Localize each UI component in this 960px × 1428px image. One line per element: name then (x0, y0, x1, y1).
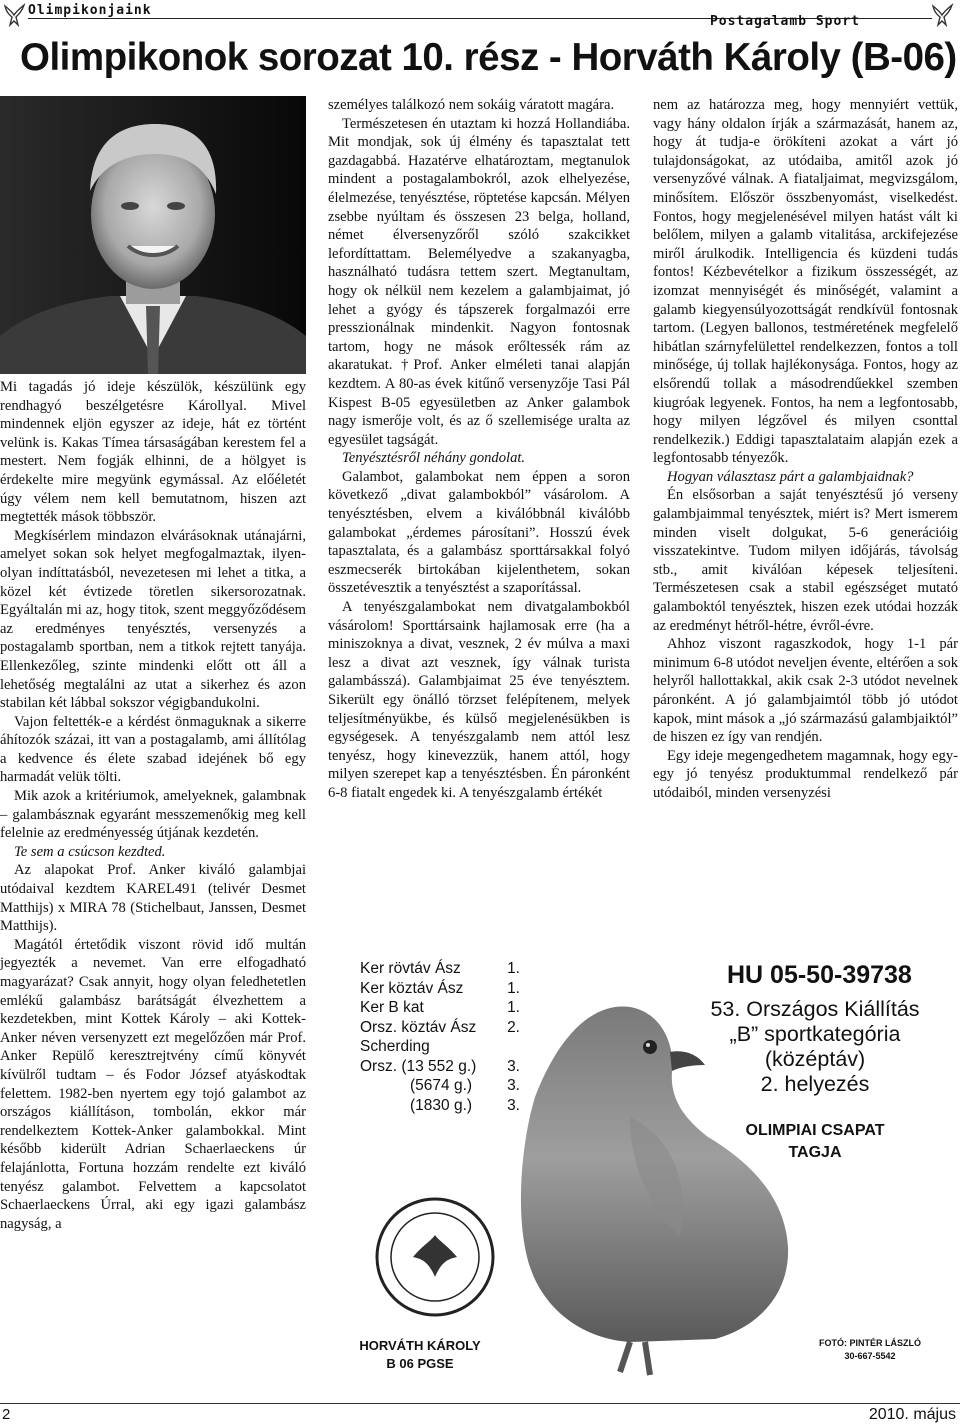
issue-date: 2010. május (868, 1406, 956, 1423)
result-row (360, 959, 520, 979)
ring-number: HU 05-50-39738 (727, 961, 912, 989)
team-line: TAGJA (788, 1144, 842, 1161)
result-label: Ker B kat (360, 999, 424, 1016)
magazine-label: Postagalamb Sport (709, 14, 860, 29)
paragraph: A tenyészgalambokat nem divatgalambokból vásárolom! Sporttársaink hajlamosak erre (ha a miniszoknya a divat, vesznek, 2 év múlva a maxi lesz a divat azt vesznek, így válnak turista galambásszá). Galambjaimat 25 éve tenyésztem. Sikerült egy önálló törzset felépítenem, melyek teljesítményükbe, és külső megjelenésükben is egységesek. A tenyészgalamb nem attól lesz tenyész, hogy kinevezzük, hanem attól, hogy milyen szerepet kap a tenyésztésben. Én páronként 6-8 fiatalt engedek ki. A tenyészgalamb értékét (328, 599, 630, 801)
result-label: Orsz. köztáv Ász (360, 1018, 477, 1036)
paragraph: Mik azok a kritériumok, amelyeknek, galambnak – galambásznak egyaránt messzemenőkig meg kell felelnie az eredményesség útjának kezdetén. (0, 788, 306, 842)
paragraph: Ahhoz viszont ragaszkodok, hogy 1-1 pár minimum 6-8 utódot neveljen évente, eltérően a sok helyről hallottakkal, akik csak 2-3 utódot nevelnek páronként. A jó galambjaimtól több jó utódot kapok, mint mások a „jó származású galambjaiktól” de hiszen ez így van rendjén. (653, 636, 958, 746)
article-column-2 (328, 96, 630, 803)
subheading: Tenyésztésről néhány gondolat. (342, 450, 526, 467)
paragraph: Galambot, galambokat nem éppen a soron következő „divat galambokból” vásárolom. A tenyésztésben, elvem a kiválóbbnál kiválóbb galambokat „érdemes párosítani”. Hosszú évek tapasztalata, és a galambász sporttársakkal folyó eszmecserék birtokában kijelenthetem, sokan összetévesztik a tenyésztést a szaporítással. (328, 468, 630, 597)
team-label (675, 1120, 955, 1164)
federation-badge-icon (377, 1199, 493, 1315)
paragraph: személyes találkozó nem sokáig váratott magára. (328, 97, 615, 113)
info-line: (középtáv) (764, 1047, 866, 1071)
paragraph: Vajon feltették-e a kérdést önmaguknak a sikerre áhítozók százai, itt van a postagalamb, ami állítólag a kedvence és élete szabad idejének bő egy harmadát velük tölti. (0, 713, 306, 786)
result-label: (5674 g.) (410, 1077, 473, 1094)
info-line: 2. helyezés (760, 1072, 870, 1096)
credit-line: 30-667-5542 (844, 1351, 896, 1361)
result-row (360, 1076, 520, 1096)
result-row (360, 1096, 520, 1116)
article-column-3 (653, 96, 958, 803)
paragraph: Én elsősorban a saját tenyésztésű jó verseny galambjaimmal tenyésztek, miért is? Mert ismerem minden viselt dolgukat, 5-6 generációig visszatekintve. Tudom milyen időjárás, távolság stb., amit kiválóan képesek teljesíteni. Természetesen csak a stabil egészséget mutató galamboktól tenyésztek, hiszen ezek utódai hozzák az eredményt hétről-hétre, évről-évre. (653, 487, 958, 634)
section-label: Olimpikonjaink (28, 3, 152, 18)
footer-rule (0, 1403, 960, 1404)
photo-credit (805, 1337, 935, 1363)
dove-logo-icon (2, 2, 26, 28)
result-row (360, 979, 520, 999)
paragraph: Az alapokat Prof. Anker kiváló galambjai utódaival kezdtem KAREL491 (telivér Desmet Matthijs) x MIRA 78 (Stichelbaut, Janssen, Desmet Matthijs). (0, 862, 306, 935)
paragraph: Mi tagadás jó ideje készülök, készülünk egy rendhagyó beszélgetésre Károllyal. Mivel mindennek eljön egyszer az ideje, hát ez történt velünk is. Kakas Tímea társaságában kerestem fel a mestert. Nem fogják elhinni, de a hölgyet is érdekelte mire megyünk egymással. Az előéletét úgy vélem nem kell bemutatnom, hiszen azt megtették mások többször. (0, 379, 306, 526)
paragraph: Egy ideje megengedhetem magamnak, hogy egy-egy jó tenyész produktummal rendelkező pár utódaiból, minden versenyzési (653, 747, 958, 801)
result-rank: 1. (507, 999, 520, 1016)
result-rank: 3. (507, 1057, 520, 1075)
credit-line: FOTÓ: PINTÉR LÁSZLÓ (819, 1338, 921, 1348)
owner-label (340, 1337, 500, 1373)
portrait-photo (0, 96, 306, 374)
paragraph: Megkísérlem mindazon elvárásoknak utánajárni, amelyet sokan sok helyet megfogalmaztak, ilyen-olyan indíttatásból, nevezetesen mi lehet a titka, a közel két évtizede töretlen sikersorozatnak. Egyáltalán mi az, hogy titok, szent meggyőződésem az eredményes tenyésztés, versenyzés a postagalamb sportban, nem a titkok rejtett tanyája. Ellenkezőleg, szinte mindenki előtt ott áll a lehetőség megtalálni az utat a sikerhez és azon stabilan két lábbal sokszor végigbandukolni. (0, 527, 306, 712)
article-title: Olimpikonok sorozat 10. rész - Horváth Károly (B-06) (20, 36, 957, 79)
paragraph: Magától értetődik viszont rövid idő multán jegyezték a nevemet. Van erre elfogadható magyarázat? Csak annyit, hogy olyan feledhetetlen emlékű galambász barátságát élvezhettem a kezdetekben, mint Kottek Károly – aki Kottek-Anker néven versenyzett ezt megelőzően már Prof. Anker Repülő keresztrejtvény című könyvét kívülről tudtam – és Fodor József atyáskodtak felettem. 1982-ben nyertem egy tojó galambot az országos kiállításon, tombolán, ekkor már rendelkeztem Kottek-Anker galambokkal. Mint később kiderült Adrian Schaerlaeckens úr felajánlotta, Fortuna hozzám rendelte ezt kiváló tenyész galambot. Felvettem a kapcsolatot Schaerlaeckens Úrral, aki egy igazi galambász nagyság, a (0, 936, 306, 1232)
race-results (360, 959, 520, 1115)
paragraph: nem az határozza meg, hogy mennyiért vettük, vagy hány oldalon írják a származását, hanem az, hogy át tudja-e örökíteni azokat a várt jó tulajdonságokat, az utódaiba, amitől azok jó versenyzővé válnak. A fiataljaimat, megvizsgálom, minősítem. Először összbenyomást, viselkedést. Fontos, hogy megjelenésével milyen hatást vált ki belőlem, milyen a galamb vitalitása, arckifejezése miről árulkodik. Intelligencia és küzdeni tudás fontos! Kézbevételkor a fizikum összességét, az izomzat mennyiségét és minőségét, valamint a galamb kiegyensúlyozottságát rendkívül fontosnak tartom. (Legyen ballonos, testméretének megfelelő hibátlan szárnyfelülettel rendelkezzen, fontos a toll minősége, új tollak hajlékonysága. Fontos, hogy az elsőrendű tollak a másodrendűekkel szemben kiugróak legyenek. Fontos, ha nem a legfontosabb, hogy milyen légzővel és milyen csonttal rendelkezik.) Eddigi tapasztalataim alapján ezek a legfontosabb tényezők. (653, 97, 958, 467)
result-rank: 3. (507, 1096, 520, 1114)
result-row (360, 1018, 520, 1038)
result-rank: 3. (507, 1077, 520, 1094)
team-line: OLIMPIAI CSAPAT (745, 1122, 885, 1139)
owner-name: HORVÁTH KÁROLY (359, 1338, 481, 1353)
info-line: „B” sportkategória (729, 1022, 901, 1046)
result-row (360, 998, 520, 1018)
result-label: Scherding (360, 1038, 430, 1055)
page-number: 2 (2, 1406, 11, 1423)
result-label: Ker rövtáv Ász (360, 960, 461, 977)
article-column-1 (0, 378, 306, 1233)
result-label: Ker köztáv Ász (360, 979, 464, 997)
dove-logo-icon (930, 2, 954, 28)
paragraph: Természetesen én utaztam ki hozzá Hollandiába. Mit mondjak, sok új élmény és tapasztalat tett gazdagabbá. Hazatérve elhatároztam, megtanulok mindent a postagalambokról, azok elhelyezése, élelmezése, tenyésztése, röptetése kapcsán. Mélyen zsebbe nyúltam és összesen 23 belga, holland, német élversenyzőről szóló szakcikket lefordíttattam. Belemélyedve a szakanyagba, használható tudásra tettem szert. Megtanultam, hogy ok nélkül nem kezelem a galambjaimat, jó lehet a gyógy és tápszerek forgalmazói erre presszionálnak mindenkit. Nagyon fontosnak tartom, hogy ne mások erőltessék rám az akaratukat. †Prof. Anker elméleti tanai alapján kezdtem. A 80-as évek kitűnő versenyzője Tasi Pál Kispest B-05 egyesületben az Anker galambok nagy ismerője volt, és az ő szellemisége uralta az egyesület tagságát. (328, 115, 630, 448)
owner-club: B 06 PGSE (386, 1356, 454, 1371)
info-line: 53. Országos Kiállítás (710, 997, 920, 1021)
result-rank: 1. (507, 960, 520, 977)
exhibition-info (675, 997, 955, 1097)
result-label: Orsz. (13 552 g.) (360, 1057, 477, 1075)
result-rank: 2. (507, 1018, 520, 1036)
result-row (360, 1057, 520, 1077)
subheading: Hogyan választasz párt a galambjaidnak? (667, 468, 914, 485)
subheading: Te sem a csúcson kezdted. (14, 843, 166, 860)
result-row (360, 1037, 520, 1057)
pigeon-ad (330, 947, 960, 1384)
result-label: (1830 g.) (410, 1096, 473, 1114)
result-rank: 1. (507, 979, 520, 997)
